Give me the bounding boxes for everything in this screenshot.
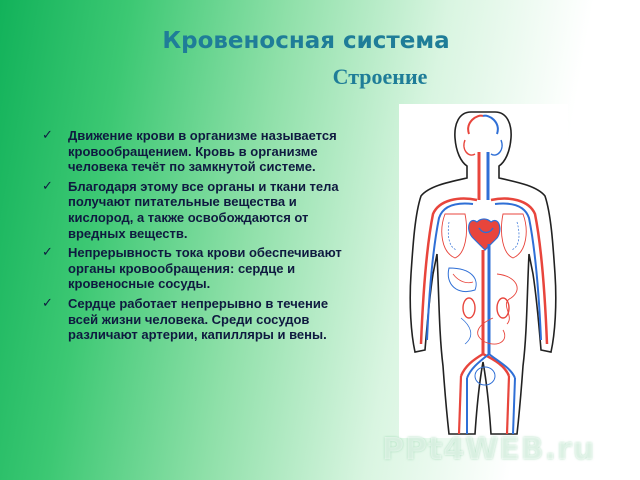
circulatory-system-illustration [399,104,568,438]
bullet-text: Сердце работает непрерывно в течение всей жизни человека. Среди сосудов различают артерии, капилляры и вены. [68,295,329,343]
check-mark-icon: ✓ [42,245,53,261]
body-diagram-svg [399,104,568,438]
slide-title: Кровеносная система [162,28,450,54]
watermark: PPt4WEB.ru [382,432,596,467]
heart [469,219,500,250]
bullet-item [42,128,342,175]
bullet-item [42,179,342,241]
bullet-list [42,128,342,347]
check-mark-icon: ✓ [42,295,53,311]
check-mark-icon: ✓ [42,178,53,194]
bullet-item [42,245,342,292]
check-mark-icon: ✓ [42,128,53,143]
bullet-text: Движение крови в организме называется кровообращением. Кровь в организме человека течёт по замкнутой системе. [68,128,337,175]
bullet-text: Благодаря этому все органы и ткани тела получают питательные вещества и кислород, а также освобождаются от вредных веществ. [68,178,339,241]
bullet-item [42,296,342,343]
bullet-text: Непрерывность тока крови обеспечивают органы кровообращения: сердце и кровеносные сосуды. [68,245,342,292]
slide-subtitle: Строение [332,64,428,89]
